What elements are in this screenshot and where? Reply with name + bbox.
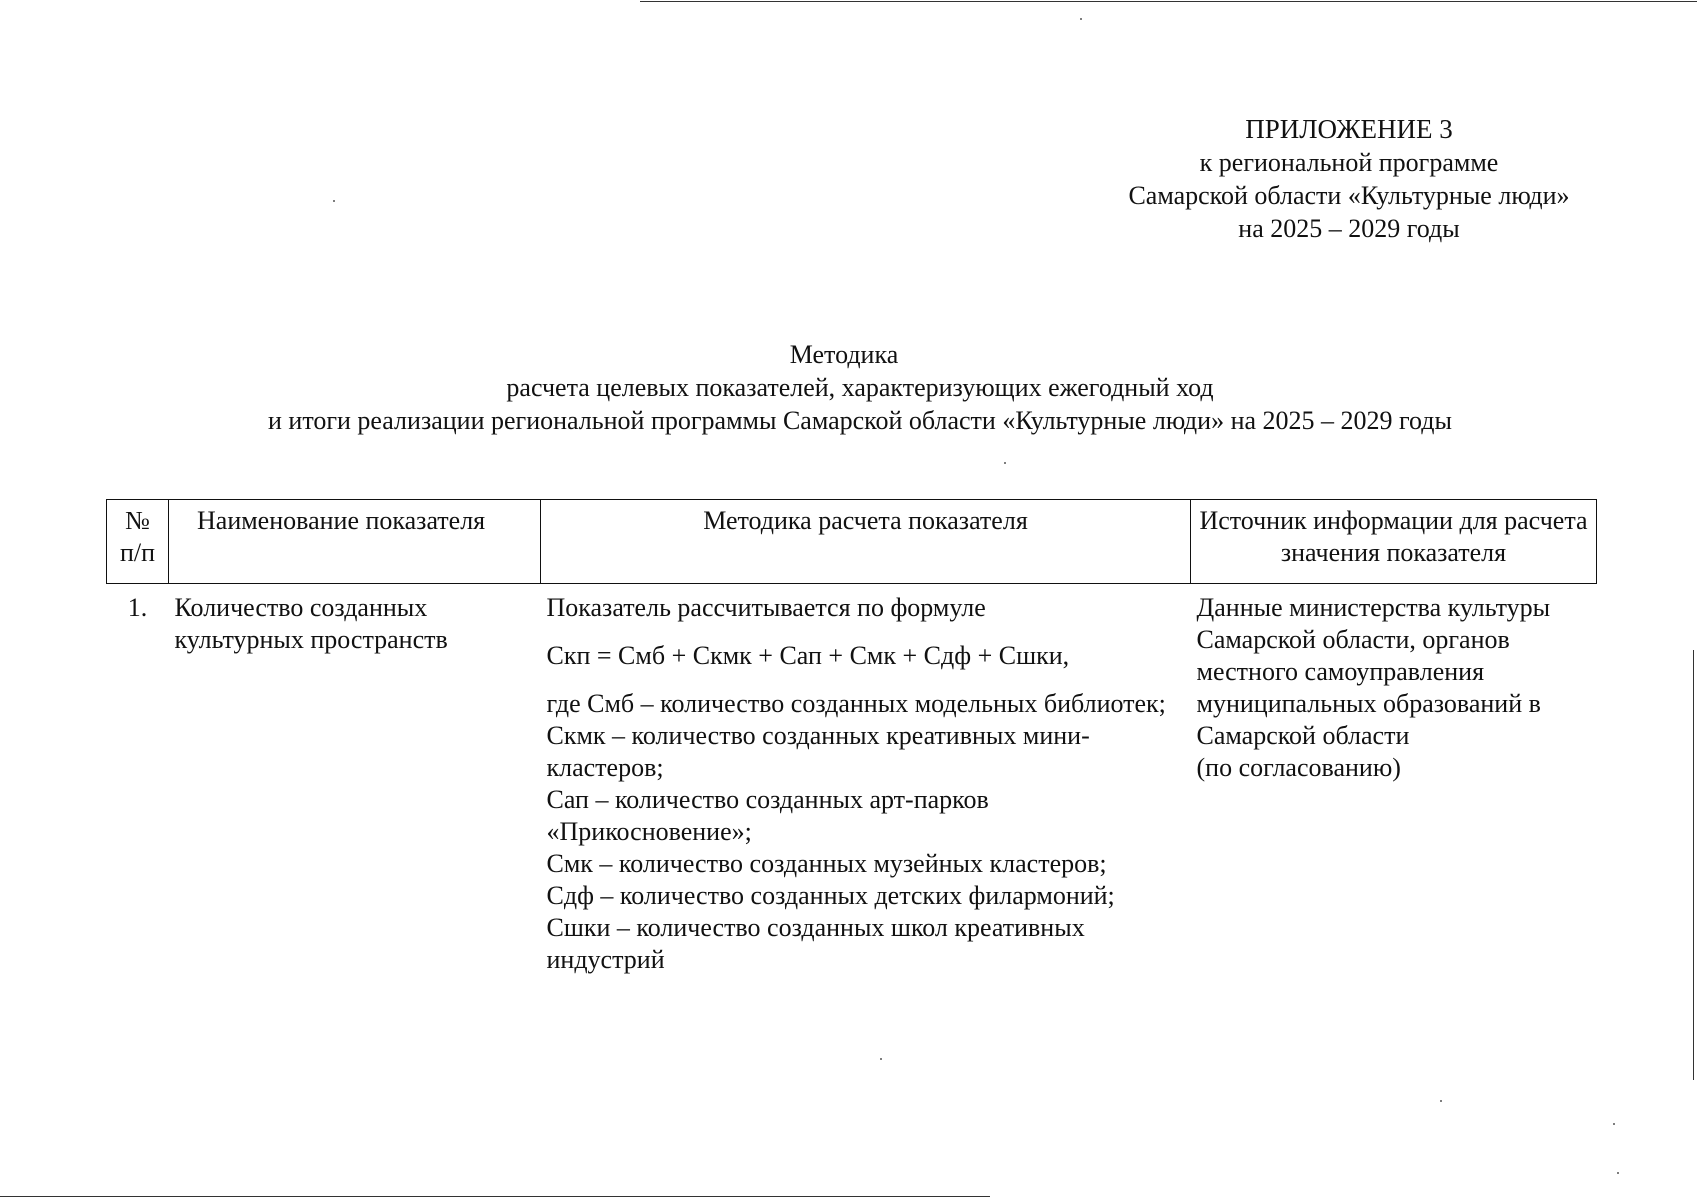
method-intro: Показатель рассчитывается по формуле [546, 593, 986, 622]
source-text: Данные министерства культуры Самарской области, органов местного самоуправления муниципальных образований в Самарской области [1196, 593, 1551, 750]
scan-speck [1613, 1123, 1615, 1125]
scan-speck [1080, 18, 1082, 20]
method-definition: Сшки – количество созданных школ креативных индустрий [546, 913, 1085, 974]
appendix-line: на 2025 – 2029 годы [1238, 214, 1460, 243]
method-definition: Сап – количество созданных арт-парков «Прикосновение»; [546, 785, 989, 846]
heading-title: Методика [789, 340, 899, 369]
appendix-line: к региональной программе [1199, 148, 1499, 177]
header-information-source: Источник информации для расчета значения показателя [1191, 500, 1597, 584]
appendix-line: Самарской области «Культурные люди» [1128, 181, 1570, 210]
scan-edge-bottom [0, 1196, 990, 1197]
method-definition: Сдф – количество созданных детских филармоний; [546, 881, 1115, 910]
scan-edge-right [1693, 650, 1694, 1080]
row-information-source [1191, 584, 1597, 977]
header-number: № п/п [107, 500, 169, 584]
header-calculation-method: Методика расчета показателя [541, 500, 1191, 584]
row-indicator-name: Количество созданных культурных пространств [174, 593, 448, 654]
scan-speck [1004, 462, 1006, 464]
method-definition: Смк – количество созданных музейных кластеров; [546, 849, 1107, 878]
scan-edge-top [640, 1, 1697, 2]
scan-speck [1440, 1100, 1442, 1102]
scan-speck [1617, 1172, 1619, 1174]
row-number: 1. [127, 593, 148, 622]
scan-speck [333, 200, 335, 202]
document-heading [100, 338, 1620, 437]
method-definition: Скмк – количество созданных креативных мини-кластеров; [546, 721, 1090, 782]
appendix-title: ПРИЛОЖЕНИЕ 3 [1245, 114, 1453, 144]
indicator-table [106, 499, 1597, 976]
table-row [107, 584, 1597, 977]
scan-speck [880, 1058, 882, 1060]
method-formula: Скп = Смб + Скмк + Сап + Смк + Сдф + Сшки, [546, 641, 1070, 670]
appendix-block [1089, 113, 1609, 245]
heading-subtitle: расчета целевых показателей, характеризующих ежегодный ход [506, 373, 1214, 402]
method-definition: где Смб – количество созданных модельных библиотек; [546, 689, 1166, 718]
header-indicator-name: Наименование показателя [169, 500, 541, 584]
heading-subtitle: и итоги реализации региональной программы Самарской области «Культурные люди» на 2025 – 2029 годы [268, 406, 1452, 435]
row-calculation-method [541, 584, 1191, 977]
source-note: (по согласованию) [1196, 753, 1401, 782]
table-header-row [107, 500, 1597, 584]
